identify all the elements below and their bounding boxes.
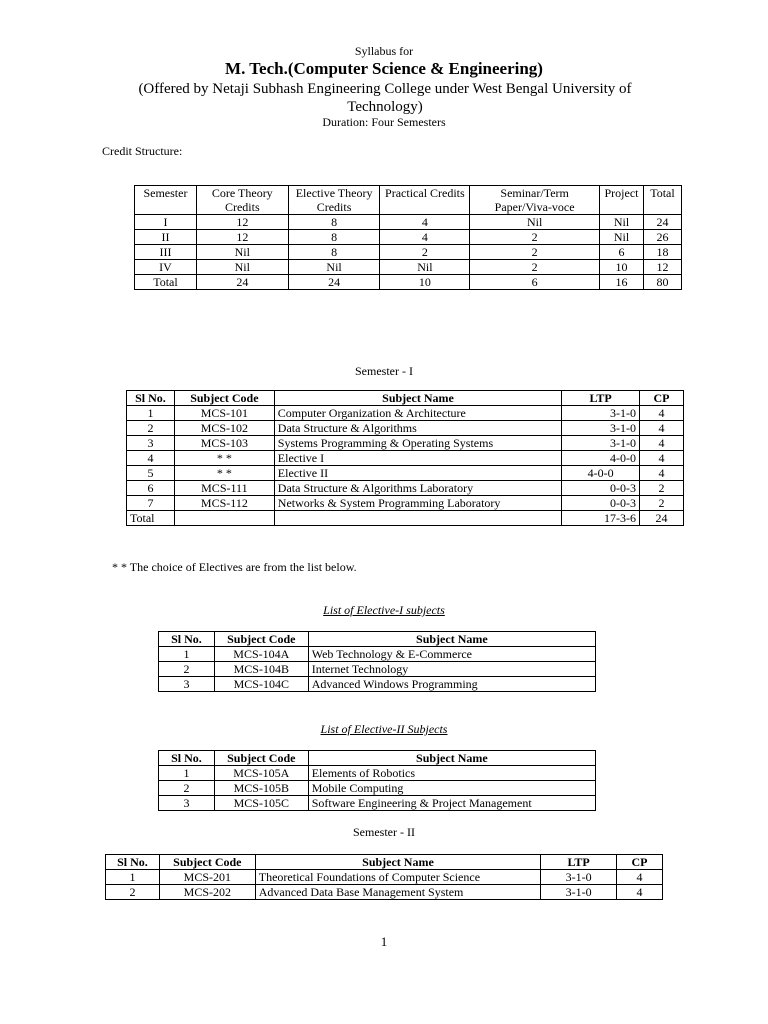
col-header: Subject Code	[174, 391, 274, 406]
table-row	[127, 451, 684, 466]
table-cell	[174, 511, 274, 526]
col-header: Sl No.	[159, 751, 215, 766]
table-cell: 7	[127, 496, 175, 511]
table-row	[159, 781, 596, 796]
table-cell: Elective II	[274, 466, 561, 481]
table-row	[159, 796, 596, 811]
page-number: 1	[380, 934, 388, 949]
table-cell: MCS-105A	[214, 766, 308, 781]
table-cell: 10	[600, 260, 644, 275]
table-cell: 2	[470, 230, 600, 245]
table-cell: 18	[643, 245, 681, 260]
table-cell: 24	[643, 215, 681, 230]
table-cell: 1	[159, 766, 215, 781]
table-cell: 6	[127, 481, 175, 496]
table-cell: 4	[617, 885, 663, 900]
table-cell: Data Structure & Algorithms Laboratory	[274, 481, 561, 496]
table-cell: 2	[470, 260, 600, 275]
table-cell: 3-1-0	[541, 885, 617, 900]
page-title: M. Tech.(Computer Science & Engineering)	[225, 59, 543, 78]
col-header: CP	[640, 391, 684, 406]
col-header: Subject Name	[308, 632, 595, 647]
table-cell: Data Structure & Algorithms	[274, 421, 561, 436]
table-cell: 0-0-3	[562, 481, 640, 496]
total-label: Total	[127, 511, 175, 526]
table-cell: MCS-201	[159, 870, 255, 885]
table-cell: 2	[159, 662, 215, 677]
table-cell: Theoretical Foundations of Computer Science	[255, 870, 540, 885]
table-cell: 12	[196, 215, 288, 230]
table-cell: 3	[127, 436, 175, 451]
table-cell: 4-0-0	[562, 466, 640, 481]
table-cell: III	[135, 245, 197, 260]
table-cell: Nil	[600, 215, 644, 230]
table-cell: 4	[640, 451, 684, 466]
table-cell: IV	[135, 260, 197, 275]
table-cell: Advanced Data Base Management System	[255, 885, 540, 900]
table-cell: I	[135, 215, 197, 230]
duration-text: Duration: Four Semesters	[322, 115, 446, 129]
syllabus-for-label: Syllabus for	[354, 44, 414, 58]
table-cell: 1	[106, 870, 160, 885]
table-cell: 2	[106, 885, 160, 900]
credit-col-header: Project	[600, 186, 644, 215]
table-cell: 2	[640, 496, 684, 511]
semester-2-heading: Semester - II	[353, 825, 415, 839]
table-row	[159, 647, 596, 662]
table-row	[127, 481, 684, 496]
electives-note: * * The choice of Electives are from the list below.	[112, 560, 357, 574]
table-cell: MCS-202	[159, 885, 255, 900]
table-cell: 4	[640, 421, 684, 436]
credit-structure-table	[134, 185, 682, 290]
table-cell: 3-1-0	[562, 406, 640, 421]
table-cell: 3-1-0	[562, 436, 640, 451]
table-cell: 4	[380, 215, 470, 230]
col-header: Sl No.	[127, 391, 175, 406]
table-row	[135, 230, 682, 245]
table-cell: Nil	[288, 260, 380, 275]
table-cell: 2	[159, 781, 215, 796]
table-cell: Nil	[196, 245, 288, 260]
table-row	[127, 421, 684, 436]
col-header: Subject Code	[214, 751, 308, 766]
table-cell: 6	[470, 275, 600, 290]
table-cell: 4	[640, 406, 684, 421]
elective-2-heading: List of Elective-II Subjects	[320, 722, 448, 736]
credit-col-header: Elective Theory Credits	[288, 186, 380, 215]
table-cell: Advanced Windows Programming	[308, 677, 595, 692]
table-cell: Computer Organization & Architecture	[274, 406, 561, 421]
table-cell: 5	[127, 466, 175, 481]
elective-2-header-row	[159, 751, 596, 766]
table-cell: Mobile Computing	[308, 781, 595, 796]
credit-col-header: Semester	[135, 186, 197, 215]
table-cell: * *	[174, 466, 274, 481]
table-cell: 4	[640, 466, 684, 481]
table-cell: 2	[380, 245, 470, 260]
table-cell: Systems Programming & Operating Systems	[274, 436, 561, 451]
table-row	[159, 766, 596, 781]
table-cell: 10	[380, 275, 470, 290]
table-cell: MCS-101	[174, 406, 274, 421]
table-cell: Elective I	[274, 451, 561, 466]
table-row	[159, 677, 596, 692]
table-cell: 4	[617, 870, 663, 885]
table-cell	[274, 511, 561, 526]
semester-1-header-row	[127, 391, 684, 406]
table-cell: 3	[159, 796, 215, 811]
col-header: CP	[617, 855, 663, 870]
table-cell: Internet Technology	[308, 662, 595, 677]
table-cell: 26	[643, 230, 681, 245]
table-cell: Nil	[600, 230, 644, 245]
table-cell: 2	[640, 481, 684, 496]
total-ltp: 17-3-6	[562, 511, 640, 526]
table-cell: Total	[135, 275, 197, 290]
table-row	[159, 662, 596, 677]
credit-col-header: Total	[643, 186, 681, 215]
table-cell: Nil	[196, 260, 288, 275]
table-cell: Web Technology & E-Commerce	[308, 647, 595, 662]
table-cell: MCS-112	[174, 496, 274, 511]
col-header: Subject Name	[274, 391, 561, 406]
table-row	[127, 496, 684, 511]
table-cell: 80	[643, 275, 681, 290]
col-header: Subject Code	[214, 632, 308, 647]
table-row	[106, 870, 663, 885]
table-row	[135, 245, 682, 260]
table-cell: Nil	[470, 215, 600, 230]
table-cell: 24	[196, 275, 288, 290]
semester-2-table	[105, 854, 663, 900]
table-cell: 3-1-0	[562, 421, 640, 436]
credit-col-header: Seminar/Term Paper/Viva-voce	[470, 186, 600, 215]
table-cell: Software Engineering & Project Management	[308, 796, 595, 811]
elective-1-table	[158, 631, 596, 692]
elective-1-heading: List of Elective-I subjects	[323, 603, 445, 617]
offered-by-text: (Offered by Netaji Subhash Engineering College under West Bengal University of Technology)	[138, 81, 632, 115]
col-header: Sl No.	[106, 855, 160, 870]
elective-2-table	[158, 750, 596, 811]
table-cell: II	[135, 230, 197, 245]
semester-1-table	[126, 390, 684, 526]
table-cell: MCS-105C	[214, 796, 308, 811]
credit-table-header-row	[135, 186, 682, 215]
table-cell: 1	[159, 647, 215, 662]
col-header: LTP	[541, 855, 617, 870]
table-row	[106, 885, 663, 900]
table-cell: 1	[127, 406, 175, 421]
table-cell: 2	[127, 421, 175, 436]
table-cell: MCS-104C	[214, 677, 308, 692]
table-cell: Nil	[380, 260, 470, 275]
col-header: Subject Name	[255, 855, 540, 870]
table-cell: MCS-102	[174, 421, 274, 436]
table-cell: 4	[380, 230, 470, 245]
col-header: Subject Code	[159, 855, 255, 870]
table-cell: 8	[288, 230, 380, 245]
elective-1-header-row	[159, 632, 596, 647]
table-cell: Elements of Robotics	[308, 766, 595, 781]
table-cell: MCS-104A	[214, 647, 308, 662]
table-cell: 8	[288, 215, 380, 230]
credit-col-header: Core Theory Credits	[196, 186, 288, 215]
table-cell: 16	[600, 275, 644, 290]
table-row	[135, 215, 682, 230]
semester-2-header-row	[106, 855, 663, 870]
semester-1-heading: Semester - I	[355, 364, 413, 378]
table-row	[135, 275, 682, 290]
table-cell: 0-0-3	[562, 496, 640, 511]
table-row	[135, 260, 682, 275]
table-cell: 24	[288, 275, 380, 290]
table-cell: 12	[643, 260, 681, 275]
table-row	[127, 466, 684, 481]
credit-col-header: Practical Credits	[380, 186, 470, 215]
table-cell: MCS-103	[174, 436, 274, 451]
table-cell: 8	[288, 245, 380, 260]
col-header: Sl No.	[159, 632, 215, 647]
table-row	[127, 436, 684, 451]
table-cell: MCS-111	[174, 481, 274, 496]
table-cell: 4	[127, 451, 175, 466]
table-cell: 4	[640, 436, 684, 451]
total-cp: 24	[640, 511, 684, 526]
col-header: Subject Name	[308, 751, 595, 766]
col-header: LTP	[562, 391, 640, 406]
table-cell: 12	[196, 230, 288, 245]
table-cell: 3	[159, 677, 215, 692]
table-cell: MCS-104B	[214, 662, 308, 677]
table-cell: 4-0-0	[562, 451, 640, 466]
table-cell: 3-1-0	[541, 870, 617, 885]
table-row	[127, 406, 684, 421]
table-cell: Networks & System Programming Laboratory	[274, 496, 561, 511]
credit-structure-label: Credit Structure:	[102, 144, 183, 158]
table-cell: * *	[174, 451, 274, 466]
table-cell: 2	[470, 245, 600, 260]
table-cell: 6	[600, 245, 644, 260]
table-cell: MCS-105B	[214, 781, 308, 796]
total-row	[127, 511, 684, 526]
